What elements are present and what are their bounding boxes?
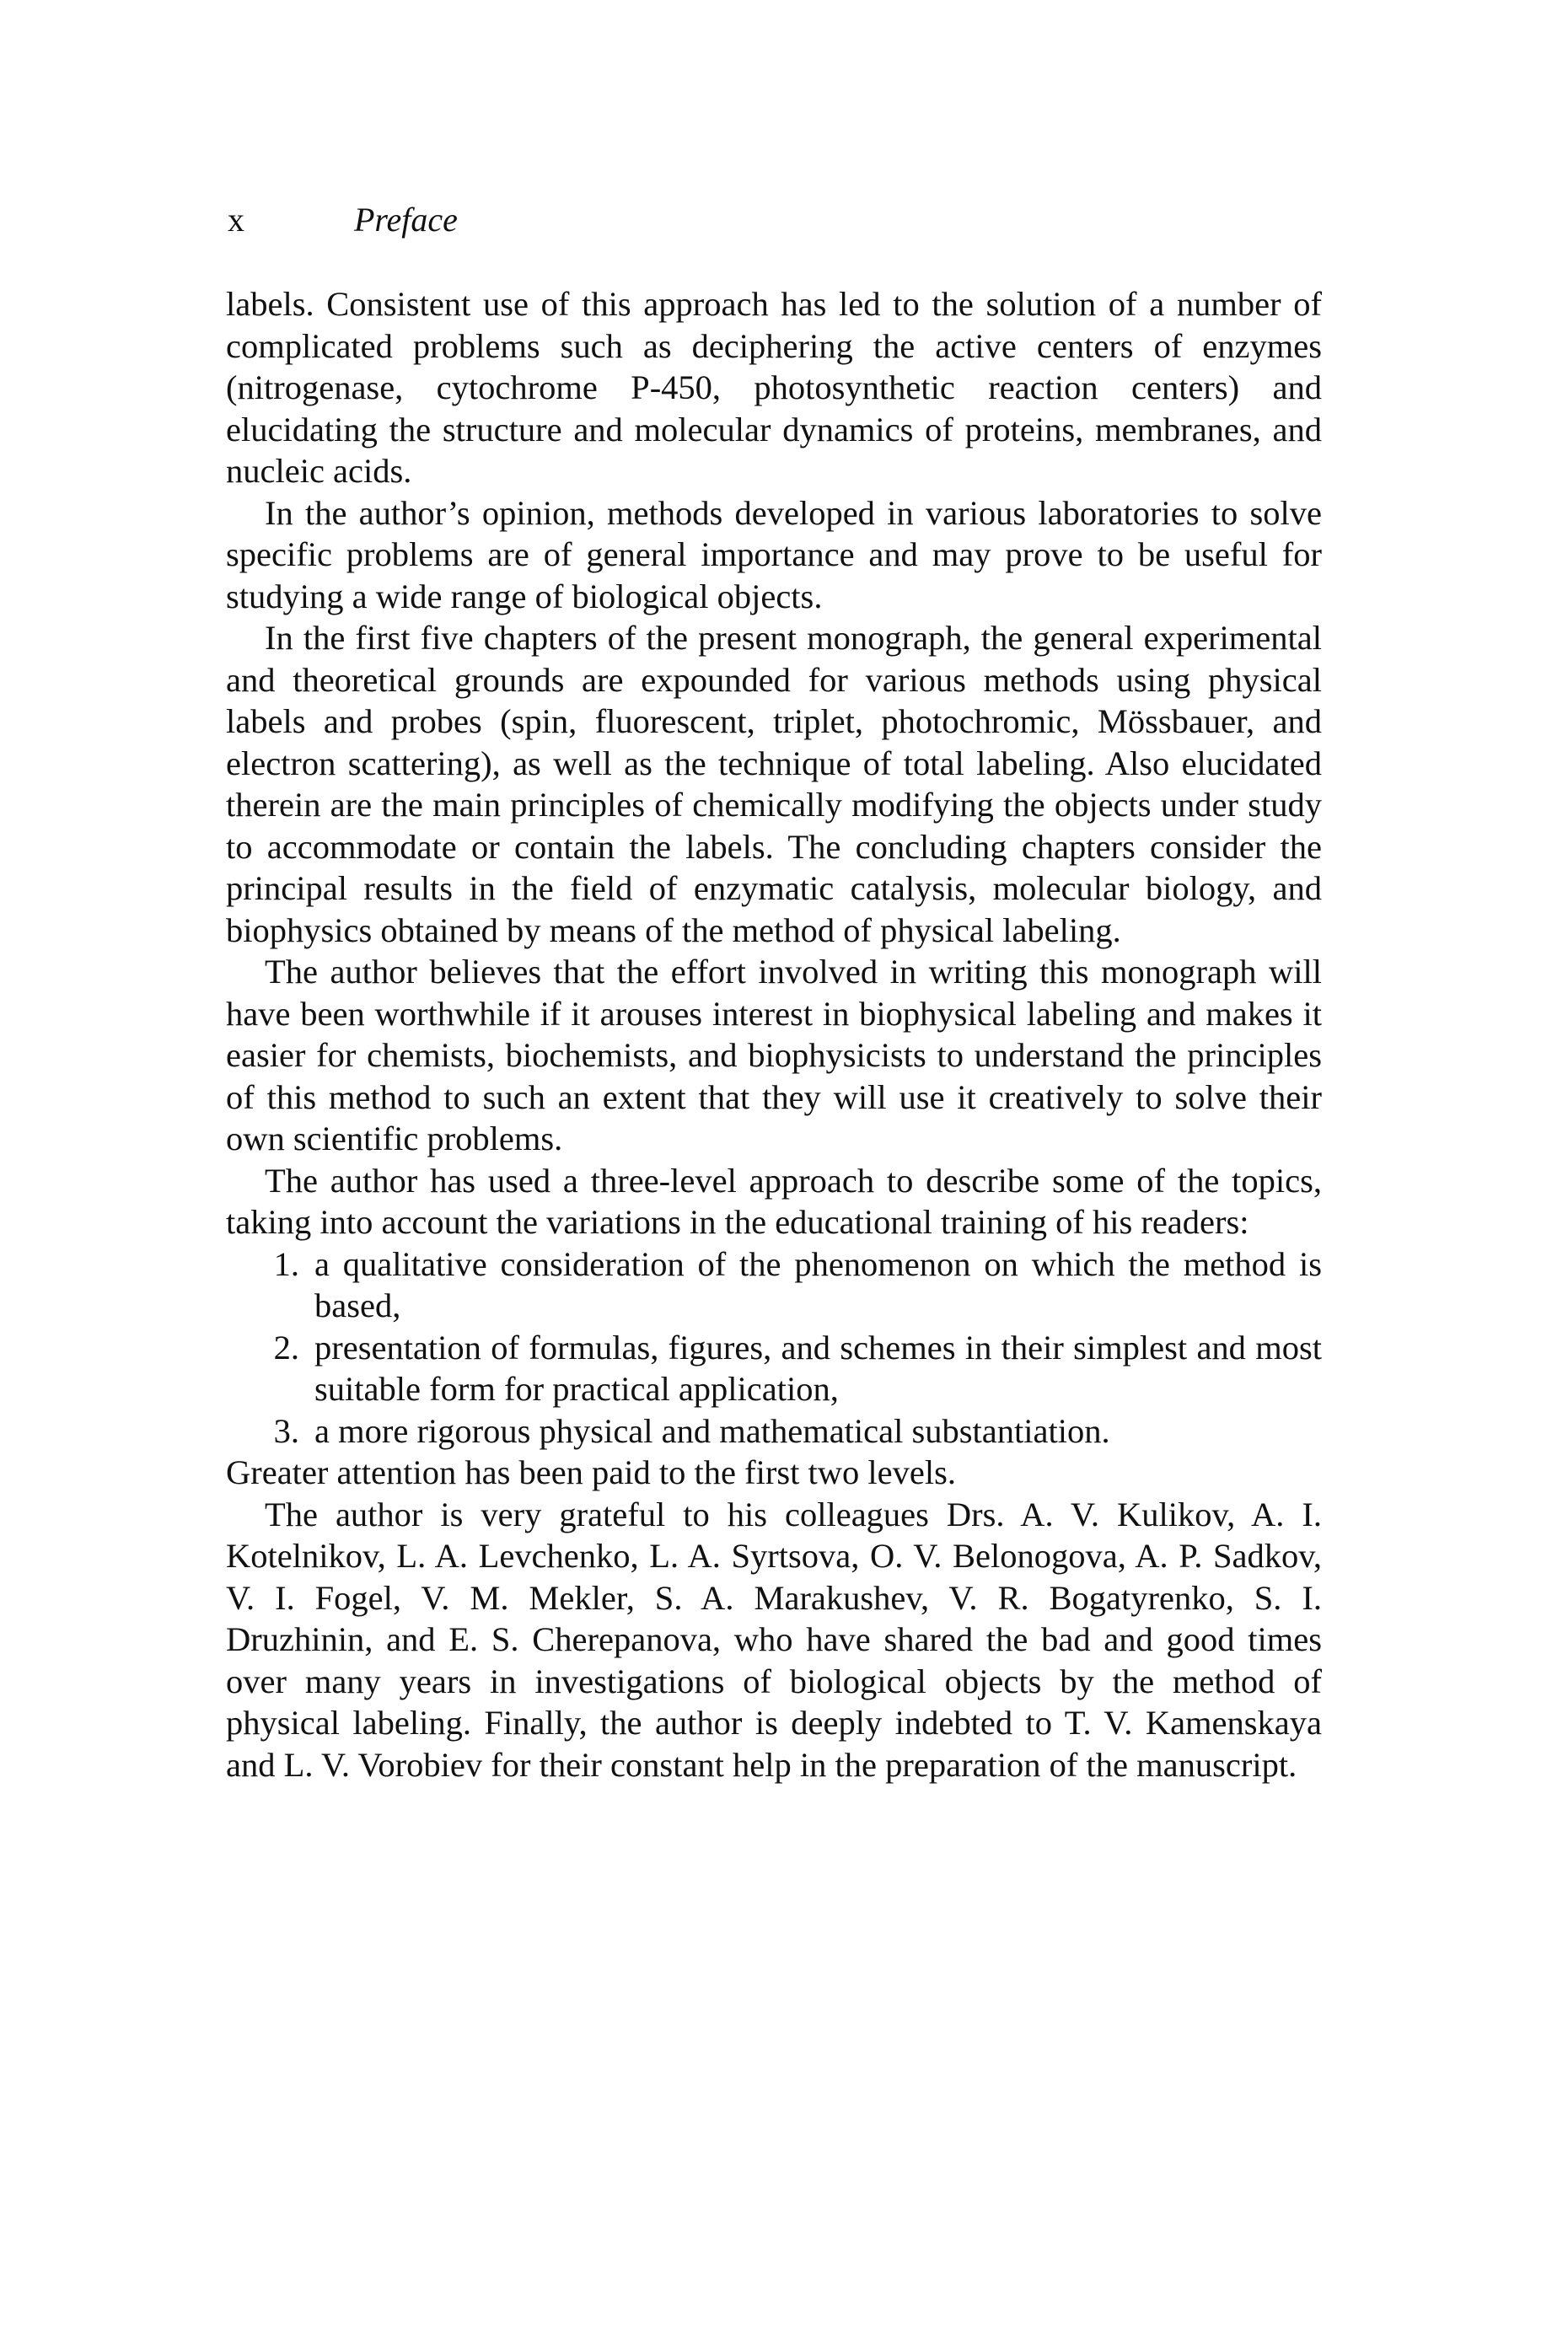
list-item [226,1243,1322,1327]
list-item-number: 1. [273,1244,299,1283]
running-head [228,199,458,241]
list-item-number: 3. [273,1411,299,1450]
body-text [226,283,1322,1785]
levels-list [226,1243,1322,1453]
list-item-text: presentation of formulas, figures, and schemes in their simplest and most suitable form for practical application, [314,1328,1322,1408]
paragraph-effort: The author believes that the effort involved in writing this monograph will have been worthwhile if it arouses interest in biophysical labeling and makes it easier for chemists, biochemists, and biophysicists to understand the principles of this method to such an extent that they will use it creatively to solve their own scientific problems. [226,953,1322,1157]
list-item-text: a more rigorous physical and mathematical substantiation. [314,1411,1110,1450]
paragraph-opinion: In the author’s opinion, methods developed in various laboratories to solve specific problems are of general importance and may prove to be useful for studying a wide range of biological objects. [226,493,1322,615]
list-item-number: 2. [273,1328,299,1367]
list-item [226,1410,1322,1453]
page-number: x [228,201,244,239]
paragraph-three-level: The author has used a three-level approach to describe some of the topics, taking into account the variations in the educational training of his readers: [226,1161,1322,1241]
section-title: Preface [354,201,458,239]
paragraph-after-list: Greater attention has been paid to the first two levels. [226,1453,956,1491]
list-item-text: a qualitative consideration of the phenomenon on which the method is based, [314,1244,1322,1324]
list-item [226,1327,1322,1410]
paragraph-chapters: In the first five chapters of the present monograph, the general experimental and theoretical grounds are expounded for various methods using physical labels and probes (spin, fluorescent, triplet, photochromic, Mössbauer, and electron scattering), as well as the technique of total labeling. Also elucidated therein are the main principles of chemically modifying the objects under study to accommodate or contain the labels. The concluding chapters consider the principal results in the field of enzymatic catalysis, molecular biology, and biophysics obtained by means of the method of physical labeling. [226,619,1322,949]
paragraph-continued: labels. Consistent use of this approach has led to the solution of a number of complicated problems such as deciphering the active centers of enzymes (nitrogenase, cytochrome P-450, photosynthetic reaction centers) and elucidating the structure and molecular dynamics of proteins, membranes, and nucleic acids. [226,285,1322,490]
paragraph-acknowledgement: The author is very grateful to his colleagues Drs. A. V. Kulikov, A. I. Kotelnikov, L. A. Levchenko, L. A. Syrtsova, O. V. Belonogova, A. P. Sadkov, V. I. Fogel, V. M. Mekler, S. A. Marakushev, V. R. Bogatyrenko, S. I. Druzhinin, and E. S. Cherepanova, who have shared the bad and good times over many years in investigations of biological objects by the method of physical labeling. Finally, the author is deeply indebted to T. V. Kamenskaya and L. V. Vorobiev for their constant help in the preparation of the manuscript. [226,1495,1322,1784]
